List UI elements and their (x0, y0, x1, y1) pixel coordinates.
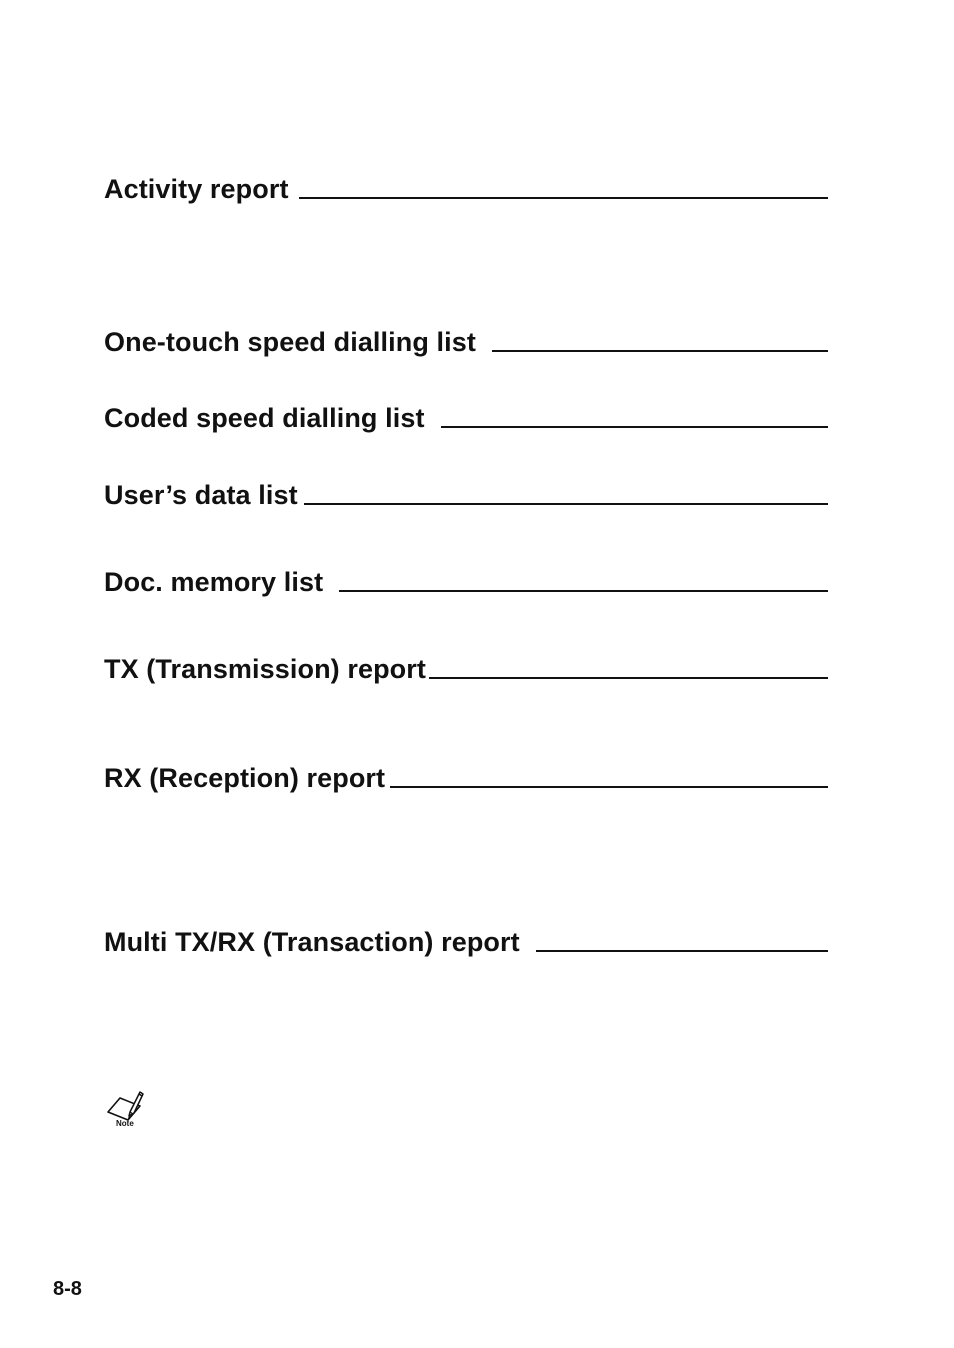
blank-line (441, 426, 828, 428)
report-label: Multi TX/RX (Transaction) report (104, 927, 520, 957)
report-entry-coded-speed-dialling (104, 397, 828, 433)
blank-line (299, 197, 828, 199)
report-entry-activity (104, 168, 828, 204)
blank-line (492, 350, 828, 352)
note-label: Note (116, 1119, 134, 1128)
blank-line (390, 786, 828, 788)
report-entry-doc-memory (104, 561, 828, 597)
report-label: Activity report (104, 174, 289, 204)
report-label: User’s data list (104, 480, 298, 510)
report-label: Coded speed dialling list (104, 403, 425, 433)
blank-line (339, 590, 828, 592)
blank-line (429, 677, 828, 679)
report-entry-users-data (104, 474, 828, 510)
report-label: TX (Transmission) report (104, 654, 426, 684)
report-entry-rx (104, 757, 828, 793)
report-label: Doc. memory list (104, 567, 324, 597)
blank-line (536, 950, 828, 952)
report-entry-one-touch-speed-dialling (104, 321, 828, 357)
report-label: RX (Reception) report (104, 763, 386, 793)
page-number: 8-8 (53, 1278, 82, 1300)
blank-line (304, 503, 828, 505)
report-entry-multi-txrx (104, 921, 828, 957)
report-label: One-touch speed dialling list (104, 327, 476, 357)
report-entry-tx (104, 648, 828, 684)
